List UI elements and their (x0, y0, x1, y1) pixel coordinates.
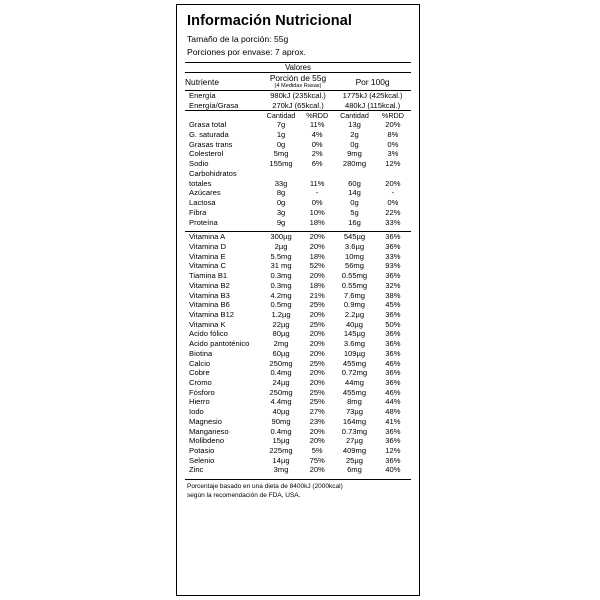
row-amount-per100: 3.6mg (343, 339, 366, 349)
row-rdd-per100: 22% (385, 207, 401, 217)
row-label: Vitamina A (185, 232, 262, 242)
row-amount-serving: 3mg (273, 465, 289, 475)
table-row (185, 188, 411, 198)
row-rdd-per100: 20% (385, 178, 401, 188)
row-rdd-per100: 36% (385, 455, 401, 465)
footnote-line-1: Porcentaje basado en una dieta de 8400kJ (2000kcal) (187, 483, 343, 491)
row-amount-per100 (334, 169, 375, 179)
row-label: Acido pantoténico (189, 339, 250, 349)
row-rdd-serving: 20% (309, 368, 325, 378)
row-rdd-per100: 36% (385, 348, 401, 358)
row-rdd-per100: 40% (385, 465, 401, 475)
row-rdd-serving: 20% (309, 348, 325, 358)
table-row (185, 179, 411, 189)
servings-per-container-text: Porciones por envase: 7 aprox. (187, 46, 306, 57)
row-rdd-serving: 20% (309, 329, 325, 339)
row-amount-per100: 545µg (334, 232, 375, 242)
row-rdd-per100: 46% (385, 358, 401, 368)
row-amount-per100: 16g (348, 217, 361, 227)
row-amount-serving: 7g (276, 120, 286, 130)
row-rdd-serving: 27% (309, 407, 325, 417)
table-row (185, 310, 411, 320)
table-row (185, 261, 411, 271)
row-label: Sodio (189, 159, 209, 169)
header-per-100g: Por 100g (334, 73, 411, 91)
row-label: Hierro (189, 397, 210, 407)
row-rdd-per100: 50% (385, 319, 401, 329)
row-label: Fibra (189, 207, 207, 217)
row-label: Acido fólico (189, 329, 228, 339)
row-label: Molibdeno (189, 436, 225, 446)
row-amount-per100: 0.73mg (341, 426, 368, 436)
row-amount-per100: 2.2µg (344, 309, 365, 319)
row-amount-serving: 60µg (272, 348, 290, 358)
row-per100-value: 480kJ (115kcal.) (334, 101, 411, 111)
row-rdd-serving: - (315, 188, 319, 198)
row-rdd-per100: 36% (385, 368, 401, 378)
row-rdd-serving: 4% (311, 130, 323, 140)
header-per-serving (262, 73, 334, 91)
table-row (185, 349, 411, 359)
table-row (185, 407, 411, 417)
row-rdd-per100: 33% (385, 251, 401, 261)
row-amount-per100: 7.6mg (343, 290, 366, 300)
row-amount-serving: 250mg (269, 387, 293, 397)
row-amount-serving: 0.3mg (270, 280, 292, 290)
row-rdd-per100: 36% (385, 339, 401, 349)
table-row (185, 130, 411, 140)
row-label: G. saturada (189, 130, 229, 140)
subheader-cantidad-1: Cantidad (266, 111, 296, 121)
footnote (185, 479, 411, 501)
footnote-line-2: según la recomendación de FDA, USA. (187, 491, 301, 499)
row-amount-serving: 155mg (269, 159, 293, 169)
row-amount-serving: 15µg (272, 436, 290, 446)
table-row (185, 378, 411, 388)
header-per-serving-note: (4 Medidas Rasas) (274, 83, 322, 90)
table-row (185, 388, 411, 398)
table-row (185, 90, 411, 100)
row-amount-per100: 6mg (347, 465, 362, 475)
row-label: Vitamina E (189, 251, 226, 261)
row-label: Fósforo (189, 387, 215, 397)
row-amount-per100: 3.6µg (344, 241, 365, 251)
row-amount-per100: 409mg (342, 446, 367, 456)
row-amount-serving: 225mg (269, 446, 293, 456)
row-amount-per100: 25µg (345, 455, 363, 465)
table-row (185, 456, 411, 466)
row-rdd-per100: 38% (385, 290, 401, 300)
row-amount-serving: 4.2mg (270, 290, 292, 300)
row-rdd-serving: 18% (309, 280, 325, 290)
row-rdd-serving: 25% (309, 387, 325, 397)
row-amount-serving: 4.4mg (270, 397, 292, 407)
row-amount-serving: 33g (274, 178, 288, 188)
row-amount-per100: 2g (350, 130, 359, 140)
row-amount-serving: 31 mg (270, 261, 292, 271)
row-label: Selenio (189, 455, 215, 465)
row-label: Azúcares (189, 188, 221, 198)
row-rdd-per100: 93% (385, 261, 401, 271)
row-rdd-per100: 44% (385, 397, 401, 407)
row-label: Vitamina B3 (189, 290, 230, 300)
row-rdd-per100: 46% (385, 387, 401, 397)
row-label: Cobre (189, 368, 210, 378)
table-row (185, 329, 411, 339)
row-label: Carbohidratos (189, 168, 237, 178)
row-label: Vitamina C (189, 261, 227, 271)
row-amount-serving: 90mg (271, 416, 291, 426)
row-amount-per100: 280mg (342, 159, 367, 169)
table-row (185, 427, 411, 437)
row-label: Zinc (189, 465, 204, 475)
table-row (185, 291, 411, 301)
table-row (185, 169, 411, 179)
row-amount-serving: 0g (276, 198, 286, 208)
row-amount-serving: 9g (276, 217, 286, 227)
table-row (185, 436, 411, 446)
table-row (185, 281, 411, 291)
row-amount-serving: 3g (276, 207, 286, 217)
row-rdd-serving: 10% (309, 207, 325, 217)
row-label: Grasa total (189, 120, 227, 130)
row-rdd-per100: 36% (375, 232, 411, 242)
row-rdd-per100: 45% (385, 300, 401, 310)
row-label: Grasas trans (189, 139, 233, 149)
row-serving-value: 270kJ (65kcal.) (262, 101, 334, 111)
row-rdd-serving: 20% (309, 339, 325, 349)
row-rdd-serving: 0% (311, 198, 323, 208)
row-amount-per100: 60g (348, 178, 361, 188)
row-amount-per100: 455mg (342, 358, 367, 368)
subheader-rdd-2: %RDD (381, 111, 404, 121)
row-rdd-serving: 20% (309, 378, 325, 388)
row-amount-per100: 0g (350, 198, 359, 208)
row-amount-serving: 0.4mg (270, 368, 292, 378)
serving-size-text: Tamaño de la porción: 55g (187, 34, 289, 44)
row-rdd-serving: 11% (309, 120, 325, 130)
row-amount-serving: 0.3mg (270, 271, 292, 281)
header-per-serving-label: Porción de 55g (269, 73, 327, 84)
row-rdd-serving: 20% (300, 232, 334, 242)
row-amount-per100: 73µg (345, 407, 363, 417)
row-label: totales (189, 178, 212, 188)
table-row (185, 359, 411, 369)
row-label: Vitamina K (189, 319, 226, 329)
row-rdd-per100: 36% (385, 378, 401, 388)
row-label: Lactosa (189, 198, 216, 208)
row-amount-serving: 1.2µg (271, 309, 291, 319)
row-rdd-serving: 11% (309, 178, 325, 188)
subheader-rdd-1: %RDD (306, 111, 329, 121)
row-label: Iodo (189, 407, 204, 417)
row-rdd-serving: 18% (309, 217, 325, 227)
row-label: Proteína (189, 217, 218, 227)
table-row (185, 339, 411, 349)
row-amount-per100: 44mg (344, 378, 364, 388)
subheader-row (185, 111, 411, 121)
row-amount-serving: 22µg (272, 319, 290, 329)
row-rdd-per100: 32% (385, 280, 401, 290)
row-rdd-per100: 48% (385, 407, 401, 417)
row-amount-per100: 27µg (345, 436, 363, 446)
row-rdd-per100: 36% (385, 309, 401, 319)
row-rdd-per100: 8% (387, 130, 399, 140)
table-row (185, 271, 411, 281)
row-rdd-per100: 36% (385, 436, 401, 446)
table-row (185, 368, 411, 378)
row-rdd-serving: 20% (309, 241, 325, 251)
row-rdd-serving (300, 169, 334, 179)
header-nutrient: Nutriente (185, 73, 262, 91)
table-row (185, 208, 411, 218)
row-rdd-serving: 0% (311, 139, 323, 149)
row-rdd-serving: 18% (309, 251, 325, 261)
row-amount-serving: 1g (276, 130, 286, 140)
row-rdd-serving: 6% (311, 159, 323, 169)
row-rdd-per100: 12% (385, 446, 401, 456)
row-amount-per100: 455mg (342, 387, 367, 397)
row-amount-serving: 0.4mg (270, 426, 292, 436)
row-amount-per100: 145µg (343, 329, 366, 339)
row-rdd-serving: 5% (311, 446, 323, 456)
row-label: Cromo (189, 378, 212, 388)
row-amount-per100: 5g (350, 207, 359, 217)
row-rdd-serving: 20% (309, 271, 325, 281)
row-amount-per100: 109µg (343, 348, 366, 358)
table-row (185, 232, 411, 242)
row-amount-per100: 0.9mg (343, 300, 366, 310)
row-amount-serving: 24µg (272, 378, 290, 388)
row-rdd-serving: 20% (309, 309, 325, 319)
row-rdd-serving: 75% (309, 455, 325, 465)
column-header-row (185, 73, 411, 91)
row-label: Vitamina B2 (189, 280, 230, 290)
row-amount-serving (262, 169, 300, 179)
row-amount-serving: 300µg (262, 232, 300, 242)
row-rdd-serving: 20% (309, 436, 325, 446)
row-amount-per100: 40µg (345, 319, 363, 329)
row-rdd-serving: 25% (309, 300, 325, 310)
row-rdd-per100: 0% (387, 139, 399, 149)
row-label: Manganeso (189, 426, 229, 436)
row-rdd-serving: 25% (309, 397, 325, 407)
row-rdd-per100: 3% (387, 149, 399, 159)
row-rdd-per100: 12% (385, 159, 401, 169)
row-amount-serving: 5.5mg (270, 251, 292, 261)
row-rdd-per100: 36% (385, 271, 401, 281)
row-rdd-serving: 25% (309, 358, 325, 368)
table-row (185, 397, 411, 407)
table-row (185, 140, 411, 150)
row-rdd-per100 (375, 169, 411, 179)
table-row (185, 465, 411, 475)
row-label: Energía (189, 90, 216, 100)
row-rdd-per100: 20% (385, 120, 401, 130)
subheader-cantidad-2: Cantidad (340, 111, 369, 121)
row-amount-per100: 164mg (342, 416, 367, 426)
row-amount-serving: 0.5mg (270, 300, 292, 310)
table-row (185, 417, 411, 427)
table-row (185, 218, 411, 228)
macronutrients-section (185, 120, 411, 227)
row-label: Vitamina B12 (189, 309, 235, 319)
table-row (185, 320, 411, 330)
row-amount-per100: 8mg (347, 397, 362, 407)
row-amount-serving: 0g (276, 139, 286, 149)
row-rdd-serving: 20% (309, 426, 325, 436)
row-amount-serving: 2mg (273, 339, 289, 349)
table-row (185, 300, 411, 310)
row-label: Colesterol (189, 149, 224, 159)
row-amount-per100: 9mg (347, 149, 362, 159)
table-row (185, 120, 411, 130)
row-amount-per100: 14g (348, 188, 361, 198)
row-amount-per100: 0.55mg (341, 280, 368, 290)
row-rdd-serving: 20% (309, 465, 325, 475)
row-amount-per100: 10mg (344, 251, 364, 261)
row-rdd-serving: 23% (309, 416, 325, 426)
row-label: Energía/Grasa (185, 101, 262, 111)
row-label: Potasio (189, 446, 215, 456)
row-label: Calcio (189, 358, 211, 368)
micronutrients-section (185, 227, 411, 475)
row-rdd-per100: - (391, 188, 395, 198)
row-amount-serving: 40µg (272, 407, 290, 417)
table-row (185, 242, 411, 252)
nutrition-table (185, 62, 411, 475)
row-amount-serving: 5mg (273, 149, 289, 159)
row-amount-per100: 0.55mg (341, 271, 368, 281)
row-rdd-serving: 21% (309, 290, 325, 300)
row-amount-serving: 8g (276, 188, 286, 198)
valores-header-row (185, 63, 411, 73)
table-row (185, 159, 411, 169)
row-amount-per100: 0.72mg (341, 368, 368, 378)
row-rdd-per100: 36% (385, 329, 401, 339)
row-label: Vitamina D (189, 241, 227, 251)
row-rdd-per100: 33% (385, 217, 401, 227)
row-amount-serving: 80µg (272, 329, 290, 339)
row-rdd-per100: 41% (385, 416, 401, 426)
row-rdd-per100: 0% (387, 198, 399, 208)
row-amount-serving: 14µg (272, 455, 290, 465)
table-row (185, 198, 411, 208)
row-amount-per100: 13g (348, 120, 361, 130)
page-title: Información Nutricional (187, 13, 353, 29)
row-label: Magnesio (189, 416, 222, 426)
row-rdd-serving: 2% (311, 149, 323, 159)
table-row (185, 252, 411, 262)
row-serving-value: 980kJ (235kcal.) (270, 90, 326, 100)
row-per100-value: 1775kJ (425kcal.) (342, 90, 403, 100)
row-rdd-per100: 36% (385, 426, 401, 436)
row-amount-serving: 2µg (274, 241, 288, 251)
row-amount-serving: 250mg (269, 358, 293, 368)
row-amount-per100: 56mg (344, 261, 364, 271)
table-row (185, 149, 411, 159)
row-label: Biotina (189, 348, 213, 358)
row-label: Vitamina B6 (189, 300, 230, 310)
row-rdd-serving: 25% (309, 319, 325, 329)
row-rdd-serving: 52% (309, 261, 325, 271)
valores-label: Valores (185, 63, 411, 73)
table-row (185, 446, 411, 456)
row-rdd-per100: 36% (385, 241, 401, 251)
nutrition-facts-panel (176, 4, 420, 596)
row-label: Tiamina B1 (189, 271, 228, 281)
table-row (185, 101, 411, 111)
row-amount-per100: 0g (350, 139, 359, 149)
